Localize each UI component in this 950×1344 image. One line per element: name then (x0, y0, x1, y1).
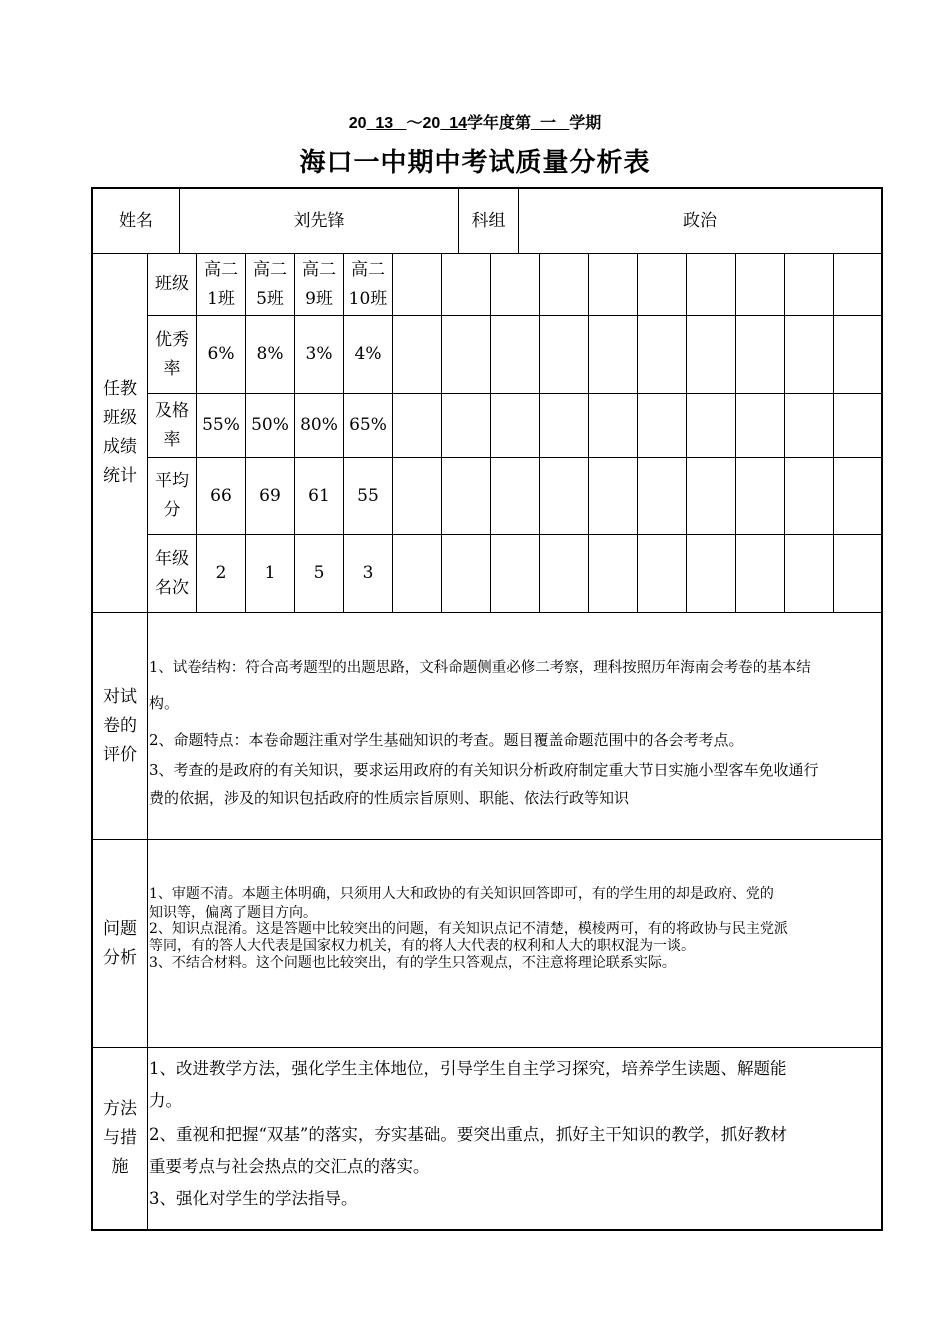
year-end-prefix: ～20 (406, 115, 441, 132)
problem-line: 1、审题不清。本题主体明确，只须用人大和政协的有关知识回答即可，有的学生用的却是政府、党的 (149, 886, 774, 902)
pass-rate-cell: 50% (251, 415, 289, 435)
problems-label (93, 840, 147, 1047)
pass-rate-cell: 55% (202, 415, 240, 435)
divider (93, 839, 881, 840)
class-header-text: 高二1班 (204, 259, 238, 309)
measure-line: 1、改进教学方法，强化学生主体地位，引导学生自主学习探究，培养学生读题、解题能 (149, 1059, 787, 1078)
rank-cell: 2 (215, 563, 227, 583)
divider (93, 1047, 881, 1048)
class-header (344, 254, 392, 315)
excellent-rate-cell: 4% (354, 344, 382, 364)
row-label-class (148, 254, 196, 315)
class-header-text: 高二10班 (348, 259, 388, 309)
problem-line: 3、不结合材料。这个问题也比较突出，有的学生只答观点，不注意将理论联系实际。 (149, 955, 676, 971)
measure-line: 3、强化对学生的学法指导。 (149, 1189, 358, 1208)
row-label-average-text: 平均分 (155, 471, 189, 520)
average-cell: 61 (308, 485, 330, 506)
page-title: 海口一中期中考试质量分析表 (299, 147, 651, 177)
problem-line: 2、知识点混淆。这是答题中比较突出的问题，有关知识点记不清楚，模棱两可，有的将政协与民主党派 (149, 921, 788, 937)
measure-line: 2、重视和把握“双基”的落实，夯实基础。要突出重点，抓好主干知识的教学，抓好教材 (149, 1125, 787, 1144)
excellent-rate-cell: 6% (207, 344, 235, 364)
stats-section-label (93, 254, 147, 612)
class-header-text: 高二5班 (253, 259, 287, 309)
evaluation-line: 构。 (149, 694, 180, 712)
rank-cell: 5 (313, 563, 325, 583)
row-label-class-text: 班级 (155, 274, 189, 294)
measures-label (93, 1048, 147, 1229)
pass-rate-cell: 80% (300, 415, 338, 435)
rank-cell: 1 (264, 563, 276, 583)
year-start-value: 13 (366, 115, 407, 132)
year-end-value: 14 (440, 115, 468, 132)
divider (392, 253, 393, 612)
year-start-prefix: 20 (348, 115, 367, 132)
divider (735, 253, 736, 612)
measure-line: 力。 (149, 1091, 182, 1110)
divider (539, 253, 540, 612)
evaluation-line: 1、试卷结构：符合高考题型的出题思路，文科命题侧重必修二考察，理科按照历年海南会考卷的基本结 (149, 660, 811, 676)
divider (588, 253, 589, 612)
problem-line: 知识等，偏离了题目方向。 (149, 905, 317, 921)
excellent-rate-cell: 3% (305, 344, 333, 364)
divider (93, 612, 881, 613)
divider (441, 253, 442, 612)
row-label-excellent (148, 316, 196, 393)
row-label-pass-text: 及格率 (155, 400, 189, 450)
divider (490, 253, 491, 612)
divider (833, 253, 834, 612)
evaluation-line: 3、考查的是政府的有关知识，要求运用政府的有关知识分析政府制定重大节日实施小型客车免收通行 (149, 761, 819, 779)
average-cell: 55 (357, 485, 379, 506)
row-label-rank-text: 年级名次 (155, 548, 189, 598)
divider (686, 253, 687, 612)
pass-rate-cell: 65% (349, 415, 387, 435)
divider (637, 253, 638, 612)
stats-section-label-text: 任教班级成绩统计 (103, 379, 137, 486)
measures-label-text: 方法与措施 (103, 1099, 137, 1177)
semester-value: 一 (531, 115, 570, 132)
semester-suffix: 学期 (569, 115, 602, 132)
row-label-average (148, 458, 196, 534)
name-value: 刘先锋 (293, 210, 345, 231)
group-label: 科组 (471, 210, 506, 231)
problems-label-text: 问题分析 (103, 918, 137, 968)
problem-line: 等同，有的答人大代表是国家权力机关，有的将人大代表的权利和人大的职权混为一谈。 (149, 938, 695, 954)
analysis-table (91, 187, 883, 1231)
name-label: 姓名 (119, 210, 153, 231)
row-label-pass (148, 394, 196, 457)
evaluation-line: 费的依据，涉及的知识包括政府的性质宗旨原则、职能、依法行政等知识 (149, 789, 630, 807)
excellent-rate-cell: 8% (256, 344, 284, 364)
class-header-text: 高二9班 (302, 259, 336, 309)
divider (784, 253, 785, 612)
evaluation-label (93, 613, 147, 839)
row-label-excellent-text: 优秀率 (155, 329, 189, 379)
semester-text: 学年度第 (467, 115, 532, 132)
class-header (295, 254, 343, 315)
evaluation-line: 2、命题特点：本卷命题注重对学生基础知识的考查。题目覆盖命题范围中的各会考考点。 (149, 731, 744, 749)
measure-line: 重要考点与社会热点的交汇点的落实。 (149, 1157, 430, 1176)
average-cell: 66 (210, 485, 232, 506)
class-header (246, 254, 294, 315)
average-cell: 69 (259, 485, 281, 506)
evaluation-label-text: 对试卷的评价 (103, 686, 137, 765)
row-label-rank (148, 535, 196, 612)
semester-line (0, 110, 950, 133)
group-value: 政治 (683, 210, 717, 231)
rank-cell: 3 (362, 563, 374, 583)
class-header (197, 254, 245, 315)
